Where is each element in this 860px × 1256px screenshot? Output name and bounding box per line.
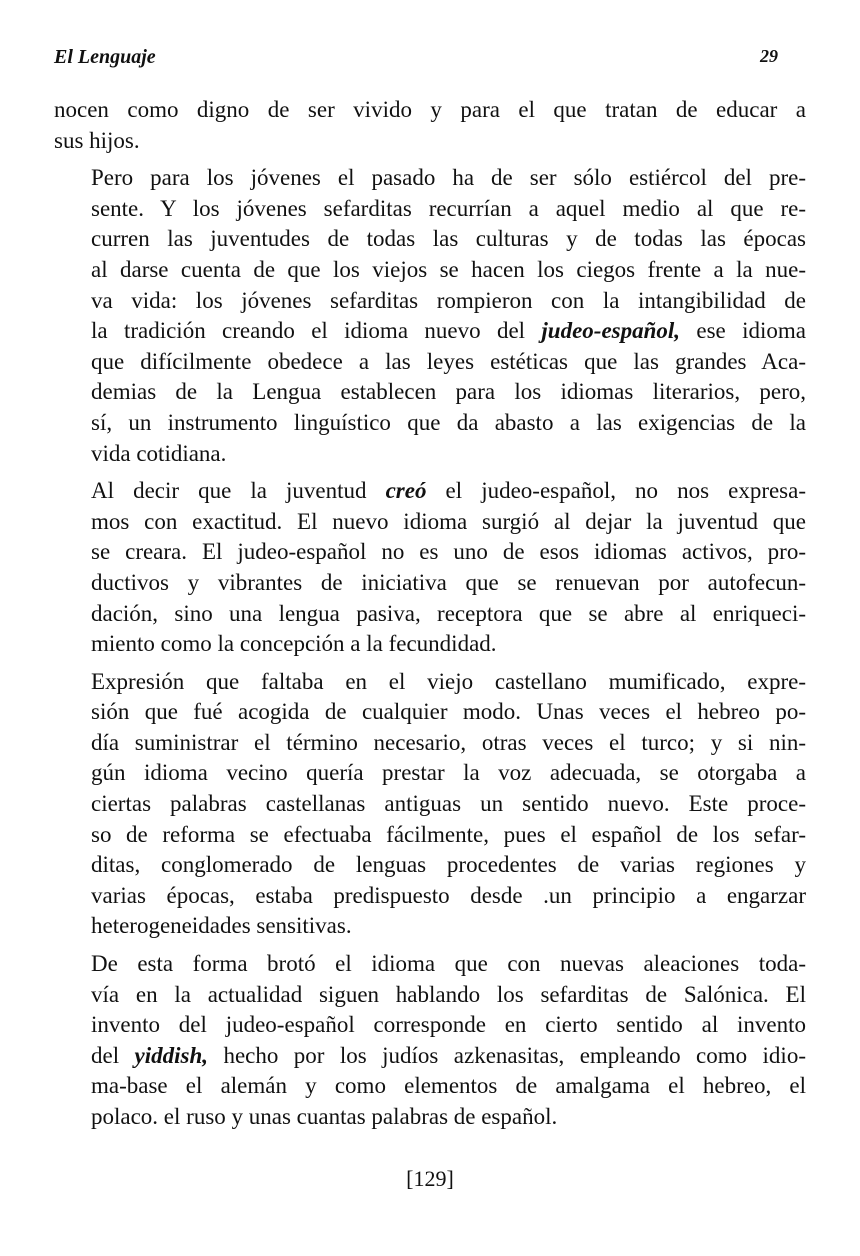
paragraph [54, 667, 806, 942]
paragraph [54, 95, 806, 156]
text-line: De esta forma brotó el idioma que con nuevas aleaciones toda- [91, 951, 806, 977]
running-head-title: El Lenguaje [54, 46, 156, 68]
emphasized-term: judeo-español, [541, 318, 681, 344]
text-line: sí, un instrumento linguístico que da abasto a las exigencias de la [91, 409, 806, 435]
text-line: Pero para los jóvenes el pasado ha de ser sólo estiércol del pre- [91, 165, 806, 191]
text-line: la tradición creando el idioma nuevo del judeo-español, ese idioma [91, 318, 807, 344]
text-line: al darse cuenta de que los viejos se hacen los ciegos frente a la nue- [91, 256, 806, 282]
text-line: va vida: los jóvenes sefarditas rompieron con la intangibilidad de [91, 287, 806, 313]
text-line: so de reforma se efectuaba fácilmente, pues el español de los sefar- [91, 821, 806, 847]
text-line: curren las juventudes de todas las culturas y de todas las épocas [91, 226, 806, 252]
text-line: del yiddish, hecho por los judíos azkenasitas, empleando como idio- [91, 1042, 806, 1068]
emphasized-term: creó [385, 478, 427, 504]
folio: [129] [406, 1166, 454, 1191]
text-line: sus hijos. [54, 127, 140, 153]
text-line: miento como la concepción a la fecundidad. [91, 631, 497, 657]
text-line: que difícilmente obedece a las leyes estéticas que las grandes Aca- [91, 348, 806, 374]
text-line: varias épocas, estaba predispuesto desde .un principio a engarzar [91, 882, 806, 908]
paragraph [54, 163, 806, 469]
text-line: nocen como digno de ser vivido y para el que tratan de educar a [54, 97, 806, 122]
text-line: gún idioma vecino quería prestar la voz adecuada, se otorgaba a [91, 760, 806, 786]
text-line: Expresión que faltaba en el viejo castellano mumificado, expre- [91, 668, 806, 694]
text-line: polaco. el ruso y unas cuantas palabras de español. [91, 1104, 558, 1129]
body-text [54, 95, 806, 1133]
text-line: vía en la actualidad siguen hablando los sefarditas de Salónica. El [91, 981, 806, 1007]
text-line: invento del judeo-español corresponde en cierto sentido al invento [91, 1012, 806, 1038]
text-line: vida cotidiana. [91, 440, 227, 466]
text-line: ductivos y vibrantes de iniciativa que se renuevan por autofecun- [91, 569, 806, 595]
text-line: dación, sino una lengua pasiva, receptora que se abre al enriqueci- [91, 600, 806, 626]
text-line: demias de la Lengua establecen para los idiomas literarios, pero, [91, 379, 806, 405]
text-line: ma-base el alemán y como elementos de amalgama el hebreo, el [91, 1073, 806, 1099]
text-line: día suministrar el término necesario, otras veces el turco; y si nin- [91, 729, 806, 755]
text-line: Al decir que la juventud creó el judeo-español, no nos expresa- [91, 478, 806, 504]
paragraph [54, 949, 806, 1133]
running-head [54, 44, 806, 84]
text-line: sión que fué acogida de cualquier modo. Unas veces el hebreo po- [91, 699, 806, 725]
text-line: se creara. El judeo-español no es uno de esos idiomas activos, pro- [91, 539, 806, 565]
paragraph [54, 476, 806, 660]
text-line: heterogeneidades sensitivas. [91, 913, 352, 939]
running-head-page-number: 29 [760, 46, 778, 66]
book-page [54, 44, 807, 1191]
emphasized-term: yiddish, [134, 1042, 209, 1068]
text-line: ditas, conglomerado de lenguas procedentes de varias regiones y [91, 852, 806, 878]
text-line: ciertas palabras castellanas antiguas un sentido nuevo. Este proce- [91, 791, 806, 817]
text-line: mos con exactitud. El nuevo idioma surgió al dejar la juventud que [91, 508, 806, 534]
text-line: sente. Y los jóvenes sefarditas recurrían a aquel medio al que re- [91, 195, 806, 221]
